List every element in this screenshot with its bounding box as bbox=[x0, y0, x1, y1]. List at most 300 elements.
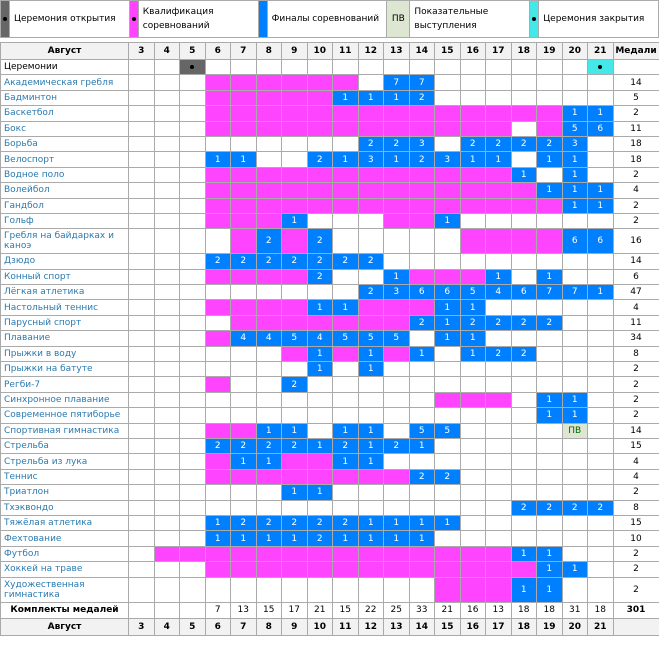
schedule-cell bbox=[435, 229, 461, 254]
schedule-cell bbox=[537, 229, 563, 254]
sport-name[interactable]: Бадминтон bbox=[1, 90, 129, 105]
schedule-cell bbox=[231, 121, 257, 136]
schedule-cell bbox=[588, 331, 614, 346]
schedule-cell bbox=[435, 392, 461, 407]
schedule-cell bbox=[537, 454, 563, 469]
schedule-cell bbox=[307, 377, 333, 392]
schedule-cell bbox=[282, 229, 308, 254]
schedule-cell bbox=[231, 362, 257, 377]
schedule-cell bbox=[205, 331, 231, 346]
sport-row bbox=[1, 106, 659, 121]
schedule-cell bbox=[486, 562, 512, 577]
schedule-cell bbox=[358, 546, 384, 561]
schedule-cell bbox=[180, 300, 206, 315]
schedule-cell bbox=[588, 362, 614, 377]
schedule-cell bbox=[205, 183, 231, 198]
schedule-cell: 2 bbox=[409, 90, 435, 105]
schedule-cell bbox=[154, 136, 180, 151]
header-medals: Медали bbox=[613, 43, 659, 60]
schedule-cell bbox=[231, 392, 257, 407]
schedule-cell bbox=[460, 515, 486, 530]
schedule-cell: 1 bbox=[486, 269, 512, 284]
totals-value: 21 bbox=[435, 602, 461, 618]
sport-row bbox=[1, 546, 659, 561]
sport-medals: 2 bbox=[613, 213, 659, 228]
schedule-cell bbox=[358, 75, 384, 90]
schedule-cell bbox=[307, 285, 333, 300]
schedule-cell bbox=[154, 562, 180, 577]
schedule-cell bbox=[231, 377, 257, 392]
schedule-cell bbox=[511, 254, 537, 269]
schedule-cell bbox=[333, 269, 359, 284]
footer-day-17: 17 bbox=[486, 618, 512, 635]
schedule-cell: 2 bbox=[511, 500, 537, 515]
schedule-cell bbox=[129, 423, 155, 438]
schedule-cell: 1 bbox=[231, 454, 257, 469]
schedule-cell bbox=[205, 346, 231, 361]
schedule-cell: 1 bbox=[460, 331, 486, 346]
schedule-cell bbox=[129, 121, 155, 136]
sport-name[interactable]: Волейбол bbox=[1, 183, 129, 198]
schedule-cell: 1 bbox=[256, 531, 282, 546]
schedule-cell bbox=[409, 331, 435, 346]
schedule-cell: 2 bbox=[205, 438, 231, 453]
schedule-cell bbox=[231, 423, 257, 438]
schedule-cell bbox=[231, 577, 257, 602]
header-day-10: 10 bbox=[307, 43, 333, 60]
schedule-cell bbox=[129, 346, 155, 361]
sport-medals: 11 bbox=[613, 315, 659, 330]
schedule-cell bbox=[511, 121, 537, 136]
footer-medals bbox=[613, 618, 659, 635]
sport-medals: 15 bbox=[613, 515, 659, 530]
schedule-cell bbox=[231, 183, 257, 198]
sport-row bbox=[1, 90, 659, 105]
schedule-cell: 1 bbox=[562, 198, 588, 213]
schedule-cell bbox=[486, 121, 512, 136]
schedule-cell bbox=[460, 438, 486, 453]
schedule-cell bbox=[180, 362, 206, 377]
schedule-cell bbox=[180, 515, 206, 530]
sport-name[interactable]: Стрельба из лука bbox=[1, 454, 129, 469]
schedule-cell bbox=[384, 60, 410, 75]
totals-value: 18 bbox=[588, 602, 614, 618]
schedule-cell bbox=[180, 485, 206, 500]
schedule-cell: 1 bbox=[537, 183, 563, 198]
sport-row bbox=[1, 423, 659, 438]
schedule-cell bbox=[180, 136, 206, 151]
schedule-cell bbox=[180, 229, 206, 254]
schedule-cell bbox=[256, 90, 282, 105]
schedule-cell: 1 bbox=[588, 183, 614, 198]
schedule-cell bbox=[511, 300, 537, 315]
sport-row bbox=[1, 136, 659, 151]
sport-name[interactable]: Парусный спорт bbox=[1, 315, 129, 330]
sport-name[interactable]: Фехтование bbox=[1, 531, 129, 546]
schedule-cell bbox=[537, 423, 563, 438]
schedule-cell: 1 bbox=[205, 515, 231, 530]
schedule-cell bbox=[511, 408, 537, 423]
schedule-cell bbox=[435, 408, 461, 423]
schedule-cell bbox=[409, 577, 435, 602]
schedule-cell bbox=[384, 167, 410, 182]
schedule-cell bbox=[205, 577, 231, 602]
schedule-cell: 2 bbox=[231, 254, 257, 269]
sport-row bbox=[1, 377, 659, 392]
sport-medals: 2 bbox=[613, 485, 659, 500]
schedule-cell: 2 bbox=[486, 346, 512, 361]
totals-row bbox=[1, 602, 659, 618]
schedule-cell bbox=[588, 75, 614, 90]
schedule-cell bbox=[333, 392, 359, 407]
schedule-cell: 2 bbox=[333, 438, 359, 453]
schedule-cell bbox=[384, 454, 410, 469]
footer-day-14: 14 bbox=[409, 618, 435, 635]
schedule-cell: 1 bbox=[562, 392, 588, 407]
schedule-cell: 1 bbox=[307, 485, 333, 500]
schedule-cell bbox=[537, 106, 563, 121]
sport-row bbox=[1, 362, 659, 377]
schedule-cell bbox=[511, 469, 537, 484]
schedule-cell bbox=[435, 546, 461, 561]
sport-row bbox=[1, 577, 659, 602]
schedule-cell: 1 bbox=[537, 546, 563, 561]
sport-medals: 4 bbox=[613, 454, 659, 469]
schedule-cell bbox=[180, 90, 206, 105]
schedule-cell bbox=[588, 60, 614, 75]
header-row bbox=[1, 43, 659, 60]
totals-value: 25 bbox=[384, 602, 410, 618]
schedule-cell bbox=[154, 423, 180, 438]
header-day-8: 8 bbox=[256, 43, 282, 60]
sport-name[interactable]: Гребля на байдарках и каноэ bbox=[1, 229, 129, 254]
schedule-cell bbox=[180, 500, 206, 515]
schedule-cell bbox=[307, 213, 333, 228]
schedule-cell bbox=[460, 213, 486, 228]
sport-name[interactable]: Настольный теннис bbox=[1, 300, 129, 315]
schedule-cell bbox=[205, 454, 231, 469]
schedule-cell: 2 bbox=[282, 254, 308, 269]
schedule-cell: 2 bbox=[231, 438, 257, 453]
schedule-cell bbox=[307, 392, 333, 407]
schedule-cell bbox=[256, 300, 282, 315]
footer-day-19: 19 bbox=[537, 618, 563, 635]
sport-name[interactable]: Художественная гимнастика bbox=[1, 577, 129, 602]
schedule-cell bbox=[180, 469, 206, 484]
schedule-cell bbox=[154, 106, 180, 121]
schedule-cell bbox=[129, 362, 155, 377]
schedule-cell bbox=[154, 198, 180, 213]
schedule-cell bbox=[256, 546, 282, 561]
schedule-cell: 1 bbox=[562, 106, 588, 121]
schedule-cell bbox=[333, 408, 359, 423]
schedule-cell bbox=[486, 546, 512, 561]
schedule-cell: 5 bbox=[333, 331, 359, 346]
schedule-cell bbox=[282, 269, 308, 284]
dot-icon bbox=[190, 65, 194, 69]
schedule-cell bbox=[384, 408, 410, 423]
schedule-cell bbox=[129, 331, 155, 346]
schedule-cell bbox=[486, 229, 512, 254]
schedule-cell bbox=[537, 346, 563, 361]
schedule-cell bbox=[358, 213, 384, 228]
schedule-cell bbox=[486, 90, 512, 105]
schedule-cell bbox=[180, 167, 206, 182]
schedule-cell bbox=[282, 454, 308, 469]
dot-icon bbox=[3, 17, 7, 21]
schedule-cell bbox=[231, 90, 257, 105]
schedule-cell bbox=[460, 60, 486, 75]
schedule-cell bbox=[256, 362, 282, 377]
schedule-cell bbox=[307, 469, 333, 484]
sport-name[interactable]: Борьба bbox=[1, 136, 129, 151]
schedule-cell bbox=[231, 75, 257, 90]
schedule-cell: 1 bbox=[231, 531, 257, 546]
schedule-cell bbox=[460, 75, 486, 90]
sport-name[interactable]: Плавание bbox=[1, 331, 129, 346]
sport-name[interactable]: Гандбол bbox=[1, 198, 129, 213]
schedule-cell bbox=[333, 213, 359, 228]
schedule-cell bbox=[358, 60, 384, 75]
sport-name[interactable]: Синхронное плавание bbox=[1, 392, 129, 407]
sport-row bbox=[1, 183, 659, 198]
header-day-20: 20 bbox=[562, 43, 588, 60]
schedule-cell bbox=[129, 229, 155, 254]
schedule-cell bbox=[307, 198, 333, 213]
schedule-cell bbox=[588, 167, 614, 182]
schedule-cell bbox=[205, 269, 231, 284]
schedule-cell bbox=[307, 167, 333, 182]
schedule-cell: 2 bbox=[588, 500, 614, 515]
schedule-cell bbox=[180, 198, 206, 213]
schedule-cell: 1 bbox=[205, 531, 231, 546]
schedule-cell bbox=[486, 454, 512, 469]
schedule-cell bbox=[384, 183, 410, 198]
sport-name[interactable]: Академическая гребля bbox=[1, 75, 129, 90]
schedule-cell: 1 bbox=[511, 546, 537, 561]
header-day-15: 15 bbox=[435, 43, 461, 60]
schedule-cell bbox=[384, 423, 410, 438]
schedule-cell: 2 bbox=[511, 346, 537, 361]
totals-value: 18 bbox=[537, 602, 563, 618]
schedule-cell bbox=[129, 438, 155, 453]
schedule-cell bbox=[282, 362, 308, 377]
schedule-cell: 2 bbox=[358, 254, 384, 269]
sport-name[interactable]: Баскетбол bbox=[1, 106, 129, 121]
schedule-cell bbox=[129, 392, 155, 407]
schedule-cell bbox=[129, 213, 155, 228]
header-day-12: 12 bbox=[358, 43, 384, 60]
schedule-cell bbox=[256, 377, 282, 392]
sport-name[interactable]: Велоспорт bbox=[1, 152, 129, 167]
schedule-cell bbox=[435, 121, 461, 136]
schedule-cell: 2 bbox=[333, 254, 359, 269]
schedule-cell: 2 bbox=[307, 531, 333, 546]
schedule-cell bbox=[384, 198, 410, 213]
legend-label-exhibition: Показательные выступления bbox=[410, 1, 530, 38]
footer-day-13: 13 bbox=[384, 618, 410, 635]
schedule-cell bbox=[180, 75, 206, 90]
schedule-cell bbox=[307, 546, 333, 561]
header-day-18: 18 bbox=[511, 43, 537, 60]
sport-name[interactable]: Стрельба bbox=[1, 438, 129, 453]
sport-name[interactable]: Прыжки в воду bbox=[1, 346, 129, 361]
schedule-cell bbox=[333, 469, 359, 484]
schedule-cell bbox=[486, 362, 512, 377]
schedule-cell bbox=[256, 152, 282, 167]
sport-medals: 2 bbox=[613, 546, 659, 561]
sport-name[interactable]: Регби-7 bbox=[1, 377, 129, 392]
schedule-cell: 1 bbox=[358, 423, 384, 438]
schedule-cell bbox=[384, 229, 410, 254]
schedule-cell bbox=[154, 331, 180, 346]
sport-row bbox=[1, 531, 659, 546]
sport-name[interactable]: Бокс bbox=[1, 121, 129, 136]
sport-name[interactable]: Триатлон bbox=[1, 485, 129, 500]
schedule-cell bbox=[435, 75, 461, 90]
sport-medals: 15 bbox=[613, 438, 659, 453]
schedule-cell bbox=[588, 469, 614, 484]
sport-name[interactable]: Футбол bbox=[1, 546, 129, 561]
sport-medals: 4 bbox=[613, 469, 659, 484]
schedule-cell bbox=[588, 546, 614, 561]
sport-medals: 2 bbox=[613, 577, 659, 602]
schedule-cell: 2 bbox=[409, 469, 435, 484]
schedule-cell bbox=[384, 213, 410, 228]
schedule-cell bbox=[333, 198, 359, 213]
legend-swatch-closing bbox=[530, 1, 539, 38]
schedule-cell: 1 bbox=[333, 152, 359, 167]
schedule-cell: 1 bbox=[282, 213, 308, 228]
schedule-cell bbox=[180, 346, 206, 361]
schedule-cell bbox=[562, 269, 588, 284]
schedule-cell bbox=[154, 438, 180, 453]
schedule-cell bbox=[486, 60, 512, 75]
schedule-cell bbox=[129, 377, 155, 392]
schedule-cell bbox=[358, 577, 384, 602]
sport-name[interactable]: Хоккей на траве bbox=[1, 562, 129, 577]
schedule-cell bbox=[180, 315, 206, 330]
schedule-cell: 4 bbox=[231, 331, 257, 346]
schedule-cell bbox=[180, 438, 206, 453]
schedule-cell bbox=[154, 229, 180, 254]
schedule-cell bbox=[154, 269, 180, 284]
schedule-cell: 1 bbox=[384, 531, 410, 546]
schedule-cell bbox=[205, 362, 231, 377]
schedule-cell: 2 bbox=[307, 152, 333, 167]
legend-swatch-exhibition bbox=[387, 1, 410, 38]
footer-day-16: 16 bbox=[460, 618, 486, 635]
schedule-cell bbox=[307, 562, 333, 577]
schedule-cell: 1 bbox=[435, 315, 461, 330]
sport-name[interactable]: Теннис bbox=[1, 469, 129, 484]
sport-name[interactable]: Прыжки на батуте bbox=[1, 362, 129, 377]
schedule-cell bbox=[129, 531, 155, 546]
schedule-cell bbox=[231, 198, 257, 213]
sport-row bbox=[1, 485, 659, 500]
schedule-cell: 1 bbox=[358, 90, 384, 105]
schedule-cell bbox=[231, 167, 257, 182]
schedule-cell bbox=[154, 485, 180, 500]
schedule-cell: 2 bbox=[537, 315, 563, 330]
schedule-cell bbox=[154, 531, 180, 546]
sport-name[interactable]: Тяжёлая атлетика bbox=[1, 515, 129, 530]
schedule-cell: 1 bbox=[307, 300, 333, 315]
schedule-cell bbox=[231, 269, 257, 284]
schedule-cell bbox=[460, 90, 486, 105]
schedule-cell bbox=[307, 408, 333, 423]
schedule-cell bbox=[537, 469, 563, 484]
schedule-cell: 7 bbox=[537, 285, 563, 300]
sport-name[interactable]: Лёгкая атлетика bbox=[1, 285, 129, 300]
schedule-cell bbox=[333, 362, 359, 377]
schedule-cell bbox=[256, 269, 282, 284]
schedule-cell: 1 bbox=[511, 167, 537, 182]
schedule-cell bbox=[588, 346, 614, 361]
schedule-cell bbox=[486, 469, 512, 484]
schedule-cell bbox=[460, 198, 486, 213]
schedule-cell: 1 bbox=[435, 515, 461, 530]
schedule-cell bbox=[333, 346, 359, 361]
schedule-cell: 2 bbox=[384, 438, 410, 453]
sport-name[interactable]: Гольф bbox=[1, 213, 129, 228]
schedule-cell bbox=[588, 90, 614, 105]
schedule-cell bbox=[256, 285, 282, 300]
sport-medals: 14 bbox=[613, 254, 659, 269]
sport-medals: 2 bbox=[613, 392, 659, 407]
schedule-cell: 2 bbox=[384, 136, 410, 151]
schedule-cell bbox=[154, 362, 180, 377]
footer-day-18: 18 bbox=[511, 618, 537, 635]
schedule-cell: 1 bbox=[358, 438, 384, 453]
schedule-cell: 1 bbox=[537, 269, 563, 284]
schedule-cell bbox=[154, 121, 180, 136]
schedule-cell: 1 bbox=[562, 562, 588, 577]
schedule-cell: 1 bbox=[205, 152, 231, 167]
schedule-cell: 1 bbox=[384, 90, 410, 105]
sport-name[interactable]: Водное поло bbox=[1, 167, 129, 182]
schedule-cell bbox=[205, 562, 231, 577]
schedule-cell: 2 bbox=[511, 136, 537, 151]
schedule-cell bbox=[154, 577, 180, 602]
schedule-cell bbox=[511, 454, 537, 469]
schedule-cell bbox=[307, 423, 333, 438]
schedule-cell: 1 bbox=[537, 577, 563, 602]
sport-row bbox=[1, 229, 659, 254]
schedule-cell bbox=[562, 90, 588, 105]
sport-name[interactable]: Дзюдо bbox=[1, 254, 129, 269]
schedule-cell: 1 bbox=[435, 300, 461, 315]
schedule-cell bbox=[307, 106, 333, 121]
schedule-cell bbox=[129, 106, 155, 121]
sport-name[interactable]: Спортивная гимнастика bbox=[1, 423, 129, 438]
dot-icon bbox=[598, 65, 602, 69]
sport-row bbox=[1, 213, 659, 228]
sport-row bbox=[1, 300, 659, 315]
schedule-cell bbox=[486, 183, 512, 198]
schedule-cell bbox=[511, 229, 537, 254]
legend-swatch-opening bbox=[1, 1, 10, 38]
schedule-cell bbox=[333, 60, 359, 75]
schedule-cell bbox=[180, 213, 206, 228]
sport-row bbox=[1, 469, 659, 484]
schedule-cell bbox=[129, 285, 155, 300]
schedule-cell bbox=[435, 198, 461, 213]
sport-name[interactable]: Конный спорт bbox=[1, 269, 129, 284]
schedule-cell bbox=[333, 485, 359, 500]
sport-name[interactable]: Современное пятиборье bbox=[1, 408, 129, 423]
sport-name[interactable]: Тхэквондо bbox=[1, 500, 129, 515]
